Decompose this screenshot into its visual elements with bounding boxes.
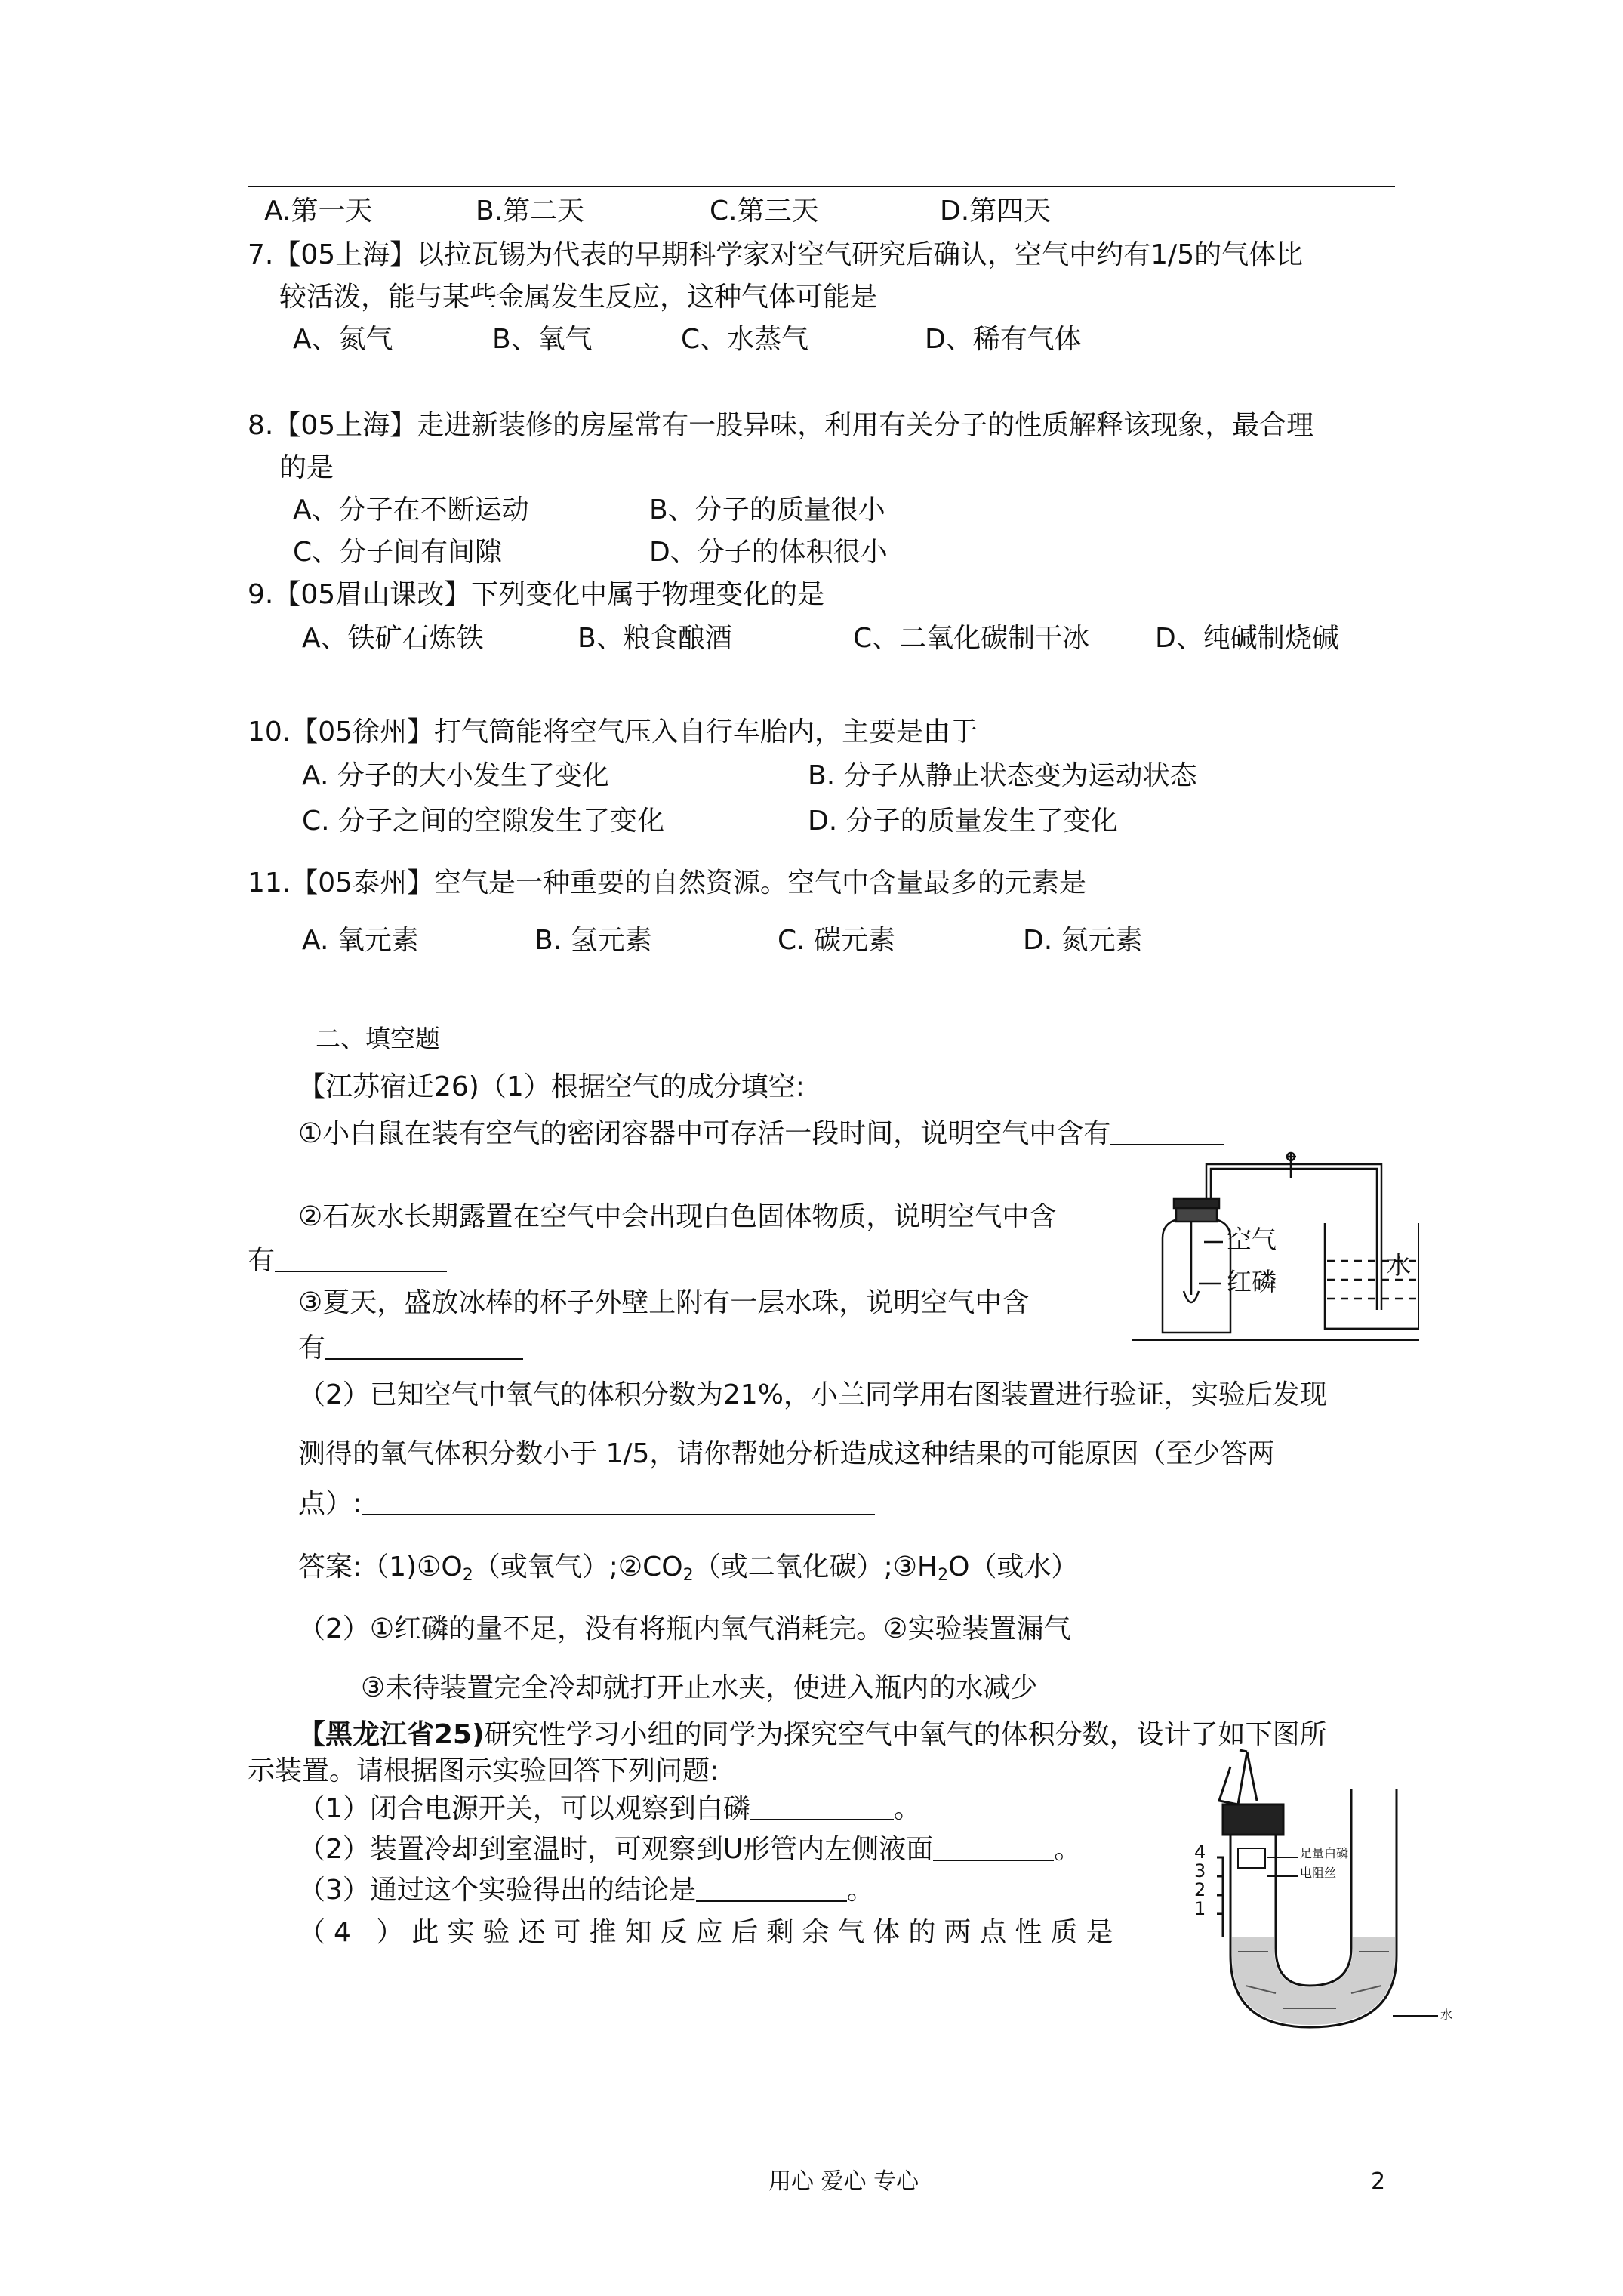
diagram-label-water: 水: [1386, 1250, 1411, 1280]
answer-end: O（或水）: [948, 1552, 1079, 1583]
page-number: 2: [1371, 2168, 1386, 2195]
jiangsu-item3b-text: 有: [298, 1333, 326, 1364]
answer-blank[interactable]: [275, 1248, 447, 1272]
section-heading: 二、填空题: [316, 1024, 440, 1053]
q8-option-a: A、分子在不断运动: [293, 495, 529, 525]
q7-option-c: C、水蒸气: [681, 324, 809, 355]
q10-option-a: A. 分子的大小发生了变化: [302, 760, 609, 791]
hlj-header-tag: 【黑龙江省25): [298, 1719, 485, 1750]
q9-option-a: A、铁矿石炼铁: [302, 623, 484, 654]
q9-option-d: D、纯碱制烧碱: [1155, 623, 1339, 654]
jiangsu-item2b: [248, 1244, 447, 1277]
answer-line1: [298, 1551, 1078, 1584]
q9-line1: 9.【05眉山课改】下列变化中属于物理变化的是: [248, 579, 825, 610]
diagram-label-phosphorus: 红磷: [1227, 1267, 1277, 1296]
q8-option-c: C、分子间有间隙: [293, 537, 503, 568]
answer-line2: （2）①红磷的量不足，没有将瓶内氧气消耗完。②实验装置漏气: [298, 1613, 1071, 1644]
hlj-line2: 示装置。请根据图示实验回答下列问题:: [248, 1755, 719, 1786]
answer-sub2: 2: [682, 1566, 694, 1585]
q9-option-c: C、二氧化碳制干冰: [853, 623, 1090, 654]
answer-mid1: （或氧气）;②CO: [473, 1552, 683, 1583]
scale-label-4: 4: [1194, 1841, 1206, 1863]
q10-option-c: C. 分子之间的空隙发生了变化: [302, 806, 665, 837]
q7-line2: 较活泼，能与某些金属发生反应，这种气体可能是: [279, 282, 878, 313]
answer-blank[interactable]: [750, 1796, 894, 1820]
q8-line2: 的是: [279, 452, 334, 483]
q11-option-d: D. 氮元素: [1023, 925, 1143, 956]
q10-option-d: D. 分子的质量发生了变化: [808, 806, 1118, 837]
q6-option-b: B.第二天: [476, 196, 585, 227]
q9-option-b: B、粮食酿酒: [577, 623, 732, 654]
q7-option-d: D、稀有气体: [925, 324, 1082, 355]
answer-blank[interactable]: [362, 1491, 875, 1515]
period: 。: [846, 1875, 874, 1906]
jiangsu-item1: [298, 1117, 1224, 1151]
diagram-label-water2: 水: [1440, 2008, 1453, 2022]
jiangsu-part2-line3: [298, 1487, 875, 1521]
jiangsu-header: 【江苏宿迁26)（1）根据空气的成分填空:: [298, 1071, 805, 1102]
jiangsu-part2-line2: 测得的氧气体积分数小于 1/5，请你帮她分析造成这种结果的可能原因（至少答两: [298, 1438, 1275, 1469]
answer-blank[interactable]: [325, 1336, 523, 1360]
q7-line1: 7.【05上海】以拉瓦锡为代表的早期科学家对空气研究后确认，空气中约有1/5的气体比: [248, 239, 1304, 270]
answer-sub3: 2: [938, 1566, 949, 1585]
q11-line1: 11.【05泰州】空气是一种重要的自然资源。空气中含量最多的元素是: [248, 868, 1087, 898]
hlj-q3-text: （3）通过这个实验得出的结论是: [298, 1875, 696, 1906]
jiangsu-item1-text: ①小白鼠在装有空气的密闭容器中可存活一段时间，说明空气中含有: [298, 1118, 1111, 1149]
scale-label-2: 2: [1194, 1879, 1206, 1900]
hlj-q4: （4 ）此实验还可推知反应后剩余气体的两点性质是: [298, 1917, 1122, 1948]
hlj-q2: [298, 1833, 1081, 1866]
answer-blank[interactable]: [696, 1878, 847, 1902]
answer-line3: ③未待装置完全冷却就打开止水夹，使进入瓶内的水减少: [361, 1672, 1038, 1703]
q6-option-d: D.第四天: [940, 196, 1052, 227]
q7-option-b: B、氧气: [492, 324, 593, 355]
header-rule: [248, 186, 1395, 187]
answer-prefix: 答案:（1)①O: [298, 1552, 463, 1583]
answer-sub1: 2: [462, 1566, 473, 1585]
scale-label-3: 3: [1194, 1860, 1206, 1881]
q10-option-b: B. 分子从静止状态变为运动状态: [808, 760, 1197, 791]
u-tube-diagram: [1178, 1744, 1449, 2039]
jiangsu-item3b: [298, 1332, 523, 1365]
hlj-header-text: 研究性学习小组的同学为探究空气中氧气的体积分数，设计了如下图所: [484, 1719, 1327, 1750]
q11-option-b: B. 氢元素: [534, 925, 652, 956]
answer-mid2: （或二氧化碳）;③H: [693, 1552, 938, 1583]
jiangsu-item2a: ②石灰水长期露置在空气中会出现白色固体物质，说明空气中含: [298, 1201, 1057, 1232]
q8-option-b: B、分子的质量很小: [649, 495, 885, 525]
answer-blank[interactable]: [1110, 1121, 1224, 1145]
jiangsu-item2b-text: 有: [248, 1245, 276, 1276]
jiangsu-part2-line3-text: 点）:: [298, 1488, 362, 1519]
q11-option-c: C. 碳元素: [778, 925, 896, 956]
hlj-q2-text: （2）装置冷却到室温时，可观察到U形管内左侧液面: [298, 1834, 934, 1865]
q6-option-c: C.第三天: [710, 196, 819, 227]
hlj-header: [298, 1718, 1327, 1752]
jiangsu-item3a: ③夏天，盛放冰棒的杯子外壁上附有一层水珠，说明空气中含: [298, 1287, 1030, 1318]
diagram-label-white-phosphorus: 足量白磷: [1300, 1846, 1349, 1860]
period: 。: [893, 1793, 921, 1824]
q6-option-a: A.第一天: [264, 196, 373, 227]
jiangsu-part2-line1: （2）已知空气中氧气的体积分数为21%，小兰同学用右图装置进行验证，实验后发现: [298, 1379, 1327, 1410]
hlj-q1-text: （1）闭合电源开关，可以观察到白磷: [298, 1793, 750, 1824]
q7-option-a: A、氮气: [293, 324, 393, 355]
period: 。: [1054, 1834, 1082, 1865]
hlj-q1: [298, 1792, 921, 1826]
footer-motto: 用心 爱心 专心: [768, 2168, 919, 2195]
q10-line1: 10.【05徐州】打气筒能将空气压入自行车胎内，主要是由于: [248, 717, 978, 747]
q8-line1: 8.【05上海】走进新装修的房屋常有一股异味，利用有关分子的性质解释该现象，最合理: [248, 410, 1314, 441]
hlj-q3: [298, 1874, 874, 1907]
diagram-label-air: 空气: [1227, 1225, 1277, 1254]
q8-option-d: D、分子的体积很小: [649, 537, 888, 568]
diagram-label-wire: 电阻丝: [1300, 1866, 1337, 1880]
answer-blank[interactable]: [933, 1837, 1054, 1861]
scale-label-1: 1: [1194, 1898, 1206, 1919]
q11-option-a: A. 氧元素: [302, 925, 419, 956]
